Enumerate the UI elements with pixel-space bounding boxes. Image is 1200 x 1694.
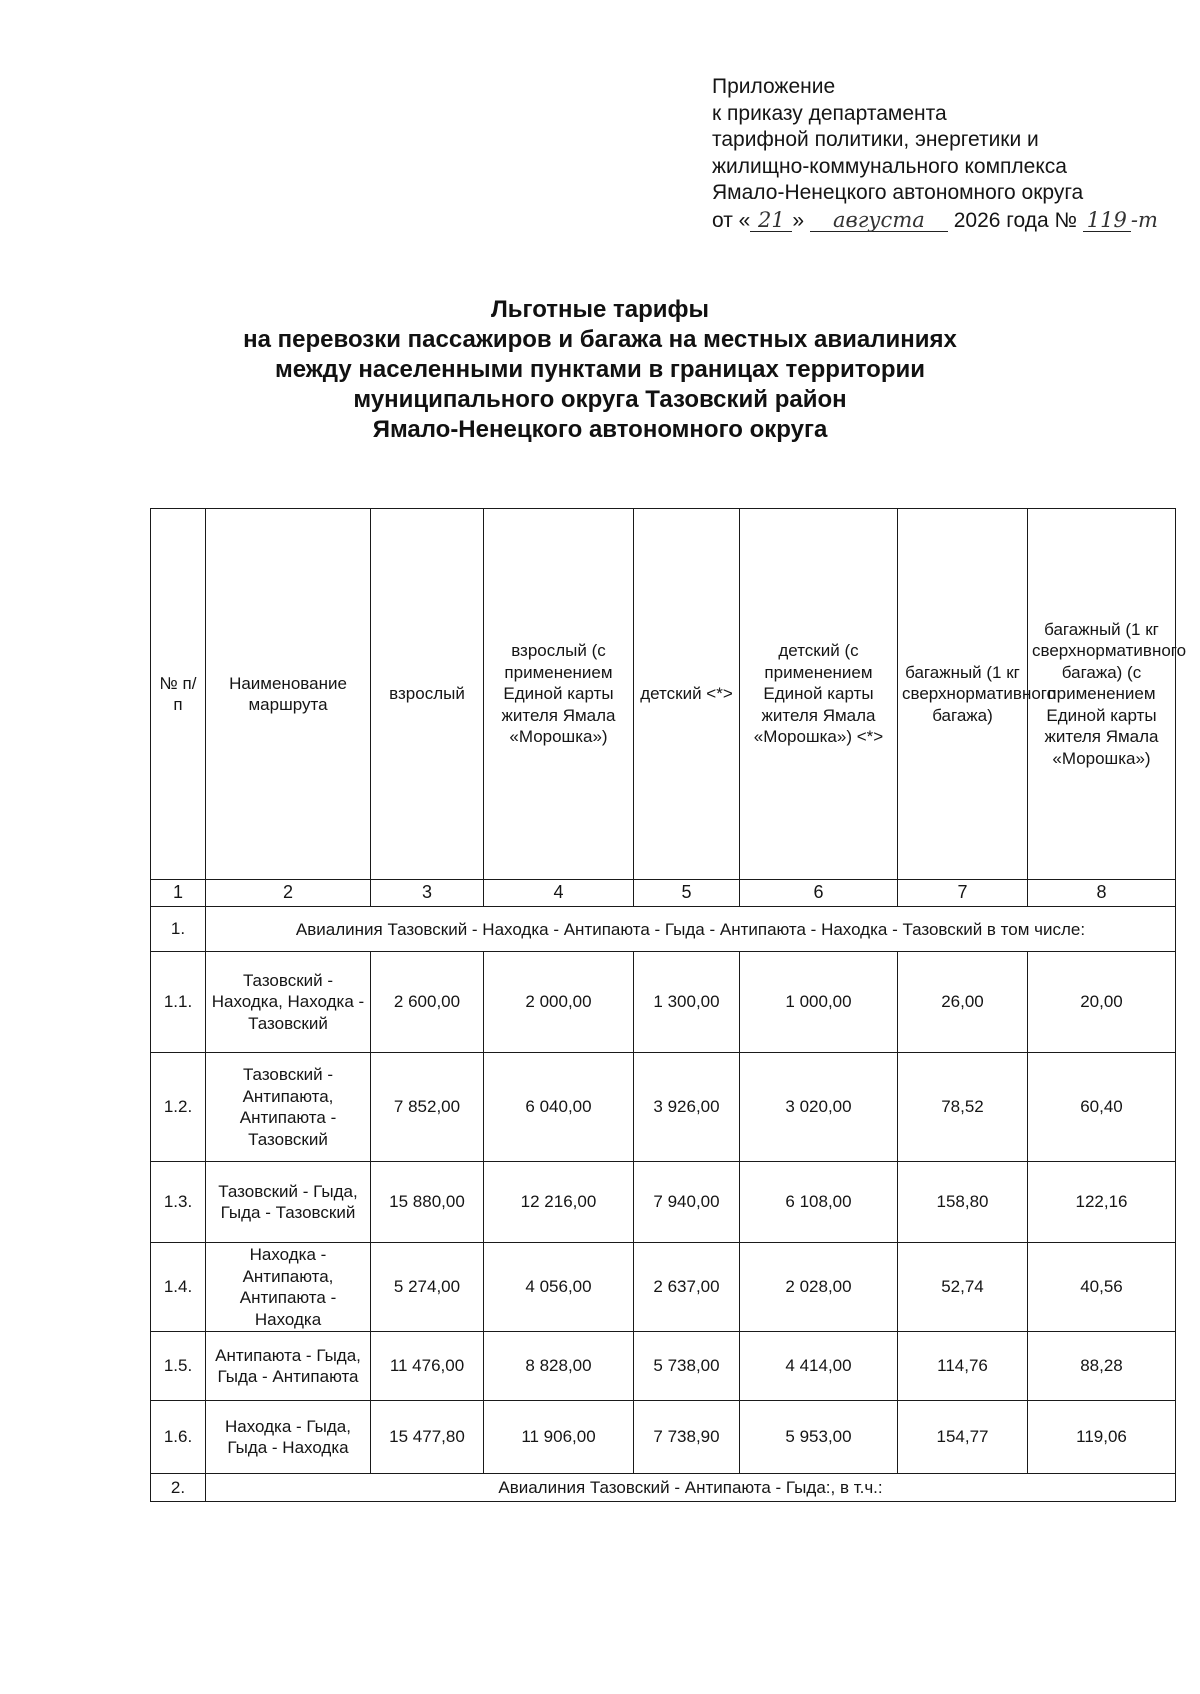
tariff-adult-card: 12 216,00 — [484, 1162, 634, 1243]
column-number: 5 — [634, 880, 740, 907]
tariff-adult-card: 8 828,00 — [484, 1332, 634, 1401]
section-row — [151, 1474, 1176, 1502]
header-cell-number: № п/п — [151, 509, 206, 880]
tariff-baggage-card: 60,40 — [1028, 1053, 1176, 1162]
tariff-baggage: 154,77 — [898, 1401, 1028, 1474]
tariff-adult-card: 2 000,00 — [484, 952, 634, 1053]
tariff-child-card: 6 108,00 — [740, 1162, 898, 1243]
tariffs-table — [150, 508, 1187, 1502]
section-title: Авиалиния Тазовский - Антипаюта - Гыда:, в т.ч.: — [206, 1474, 1176, 1502]
appendix-block — [712, 74, 1158, 234]
tariff-baggage: 158,80 — [898, 1162, 1028, 1243]
table-header-row — [151, 509, 1176, 880]
tariff-child: 5 738,00 — [634, 1332, 740, 1401]
tariff-child: 3 926,00 — [634, 1053, 740, 1162]
tariff-adult: 7 852,00 — [371, 1053, 484, 1162]
table-row — [151, 1162, 1176, 1243]
tariff-baggage-card: 20,00 — [1028, 952, 1176, 1053]
header-cell-baggage-card: багажный (1 кг сверхнормативного багажа) (с применением Единой карты жителя Ямала «Морошка») — [1028, 509, 1176, 880]
table-row — [151, 1243, 1176, 1332]
tariff-adult: 15 880,00 — [371, 1162, 484, 1243]
order-suffix: -т — [1130, 207, 1158, 232]
section-number: 1. — [151, 907, 206, 952]
title-line: муниципального округа Тазовский район — [353, 386, 847, 413]
column-number: 2 — [206, 880, 371, 907]
tariff-adult: 5 274,00 — [371, 1243, 484, 1332]
tariff-baggage: 78,52 — [898, 1053, 1028, 1162]
column-number: 7 — [898, 880, 1028, 907]
row-number: 1.1. — [151, 952, 206, 1053]
route-name: Находка - Гыда, Гыда - Находка — [206, 1401, 371, 1474]
row-number: 1.4. — [151, 1243, 206, 1332]
column-number: 1 — [151, 880, 206, 907]
date-year: 2026 года № — [953, 208, 1077, 232]
tariff-child-card: 3 020,00 — [740, 1053, 898, 1162]
tariff-child: 7 738,90 — [634, 1401, 740, 1474]
tariff-baggage: 26,00 — [898, 952, 1028, 1053]
tariff-child: 2 637,00 — [634, 1243, 740, 1332]
title-line: Льготные тарифы — [490, 296, 710, 323]
route-name: Тазовский - Находка, Находка - Тазовский — [206, 952, 371, 1053]
appendix-line: Приложение — [712, 75, 836, 98]
route-name: Тазовский - Антипаюта, Антипаюта - Тазовский — [206, 1053, 371, 1162]
title-line: Ямало-Ненецкого автономного округа — [372, 416, 828, 443]
tariff-adult: 11 476,00 — [371, 1332, 484, 1401]
column-number: 3 — [371, 880, 484, 907]
appendix-line: к приказу департамента — [712, 101, 947, 125]
table-row — [151, 1401, 1176, 1474]
row-number: 1.6. — [151, 1401, 206, 1474]
tariff-adult-card: 4 056,00 — [484, 1243, 634, 1332]
tariff-child: 7 940,00 — [634, 1162, 740, 1243]
title-line: между населенными пунктами в границах территории — [275, 356, 925, 383]
table-row — [151, 1332, 1176, 1401]
date-month-handwritten: августа — [810, 209, 948, 232]
appendix-line: Ямало-Ненецкого автономного округа — [712, 181, 1084, 204]
date-mid: » — [792, 208, 805, 232]
tariff-child-card: 1 000,00 — [740, 952, 898, 1053]
route-name: Находка - Антипаюта, Антипаюта - Находка — [206, 1243, 371, 1332]
row-number: 1.2. — [151, 1053, 206, 1162]
tariff-baggage: 114,76 — [898, 1332, 1028, 1401]
table-row — [151, 952, 1176, 1053]
section-title: Авиалиния Тазовский - Находка - Антипаюта - Гыда - Антипаюта - Находка - Тазовский в том числе: — [206, 907, 1176, 952]
column-number-row — [151, 880, 1176, 907]
tariff-child-card: 5 953,00 — [740, 1401, 898, 1474]
tariff-baggage: 52,74 — [898, 1243, 1028, 1332]
tariff-baggage-card: 122,16 — [1028, 1162, 1176, 1243]
order-number-handwritten: 119 — [1083, 209, 1131, 232]
tariff-child-card: 2 028,00 — [740, 1243, 898, 1332]
appendix-date-line — [712, 207, 1158, 235]
appendix-line: тарифной политики, энергетики и — [712, 128, 1039, 151]
document-title — [0, 295, 1200, 445]
header-cell-child-card: детский (с применением Единой карты жителя Ямала «Морошка») <*> — [740, 509, 898, 880]
tariff-baggage-card: 119,06 — [1028, 1401, 1176, 1474]
title-line: на перевозки пассажиров и багажа на местных авиалиниях — [243, 326, 957, 353]
appendix-line: жилищно-коммунального комплекса — [712, 154, 1067, 178]
header-cell-adult-card: взрослый (с применением Единой карты жителя Ямала «Морошка») — [484, 509, 634, 880]
date-prefix: от « — [712, 208, 751, 232]
tariff-child-card: 4 414,00 — [740, 1332, 898, 1401]
route-name: Тазовский - Гыда, Гыда - Тазовский — [206, 1162, 371, 1243]
tariff-adult-card: 6 040,00 — [484, 1053, 634, 1162]
column-number: 8 — [1028, 880, 1176, 907]
tariff-baggage-card: 40,56 — [1028, 1243, 1176, 1332]
row-number: 1.3. — [151, 1162, 206, 1243]
section-number: 2. — [151, 1474, 206, 1502]
header-cell-adult: взрослый — [371, 509, 484, 880]
header-cell-child: детский <*> — [634, 509, 740, 880]
header-cell-baggage: багажный (1 кг сверхнормативного багажа) — [898, 509, 1028, 880]
date-day-handwritten: 21 — [750, 209, 792, 232]
tariff-adult: 2 600,00 — [371, 952, 484, 1053]
header-cell-route: Наименование маршрута — [206, 509, 371, 880]
tariff-adult: 15 477,80 — [371, 1401, 484, 1474]
tariff-child: 1 300,00 — [634, 952, 740, 1053]
column-number: 4 — [484, 880, 634, 907]
route-name: Антипаюта - Гыда, Гыда - Антипаюта — [206, 1332, 371, 1401]
column-number: 6 — [740, 880, 898, 907]
section-row — [151, 907, 1176, 952]
row-number: 1.5. — [151, 1332, 206, 1401]
table-row — [151, 1053, 1176, 1162]
tariff-adult-card: 11 906,00 — [484, 1401, 634, 1474]
tariff-baggage-card: 88,28 — [1028, 1332, 1176, 1401]
